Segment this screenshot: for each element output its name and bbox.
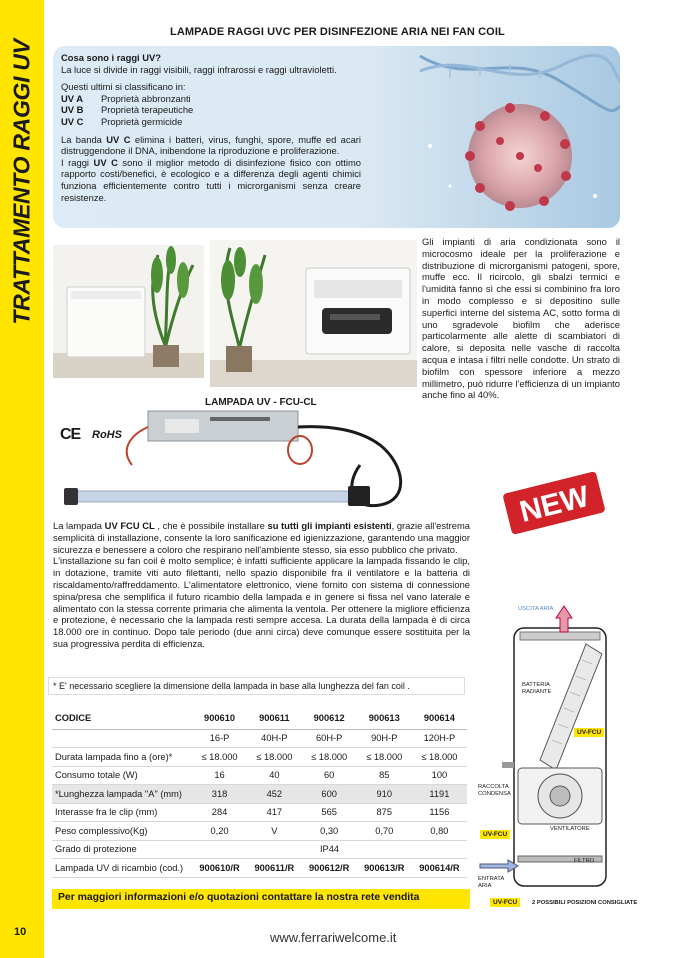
table-row bbox=[52, 729, 467, 748]
biofilm-text: Gli impianti di aria condizionata sono il microcosmo ideale per la proliferazione e distribuzione di microrganismi patogeni, spore, muffe ecc. Il ricircolo, gli sbalzi termici e l'umidità fanno sì che essi si combinino fra loro in modo complesso e si depositino sulle superfici interne del sistema AC, sotto forma di uno sgradevole biofilm che aderisce particolarmente alle alette di scambiatori di calore, si deposita nelle vasche di raccolta acqua e intasa i filtri nelle condotte. Un strato di biofilm con spessore inferiore a mezzo millimetro, può ridurre l'efficienza di un impianto anche fino al 40%. bbox=[422, 236, 620, 401]
installation-paragraph-2: L'installazione su fan coil è molto semplice; è infatti sufficiente applicare la lampada fissando le clip, in dotazione, tramite viti auto filettanti, nello spazio disponibile fra il ventilatore e la batteria di riscaldamento/raffreddamento. L'alimentatore elettronico, viene fornito con sistema di connessione spina/presa che semplifica il futuro ricambio della lampada e in genere si fissa nel vano laterale e alimentato con la stessa corrente primaria che alimenta la ventola. Per ottenere la migliore efficienza e protezione, è necessario che la lampada resti sempre accesa. La durata della lampada è di circa 18.000 ore in continuo. Dopo tale periodo (due anni circa) deve comunque essere sostituita per la sua progressiva perdita di efficienza. bbox=[53, 555, 470, 649]
table-cell: 875 bbox=[357, 803, 412, 822]
table-cell: 40H-P bbox=[247, 729, 302, 748]
uv-info-text bbox=[61, 52, 361, 203]
table-cell: 900614/R bbox=[412, 859, 467, 878]
table-cell: Lampada UV di ricambio (cod.) bbox=[52, 859, 192, 878]
table-cell: ≤ 18.000 bbox=[357, 748, 412, 767]
table-cell: 600 bbox=[302, 785, 357, 804]
installation-paragraph-1: La lampada UV FCU CL , che è possibile installare su tutti gli impianti esistenti, grazie all'estrema semplicità di installazione, consente la loro sanificazione ed igienizzazione, garantendo una maggior sicurezza e benessere a coloro che respirano nell'ambiente stesso, sia esso pubblico che privato. bbox=[53, 520, 471, 555]
uv-fcu-tag-legend: UV-FCU bbox=[490, 898, 520, 907]
uv-info-box bbox=[53, 46, 620, 228]
fan-coil-open-photo bbox=[210, 240, 417, 387]
table-cell: 565 bbox=[302, 803, 357, 822]
table-cell: 0,20 bbox=[192, 822, 247, 841]
page-title: LAMPADE RAGGI UVC PER DISINFEZIONE ARIA NEI FAN COIL bbox=[170, 26, 505, 38]
table-cell: 900612/R bbox=[302, 859, 357, 878]
sidebar-band bbox=[0, 0, 44, 958]
uv-line-2: Questi ultimi si classificano in: bbox=[61, 81, 186, 93]
uv-question: Cosa sono i raggi UV? bbox=[61, 52, 162, 63]
uv-a-row: UV A Proprietà abbronzanti bbox=[61, 92, 191, 104]
filtro-label: FILTRO bbox=[574, 858, 595, 864]
table-cell: 452 bbox=[247, 785, 302, 804]
spec-table bbox=[52, 707, 467, 878]
virus-dna-illustration bbox=[360, 46, 620, 228]
table-cell: 910 bbox=[357, 785, 412, 804]
table-cell: 100 bbox=[412, 766, 467, 785]
table-cell: 1191 bbox=[412, 785, 467, 804]
table-cell: *Lunghezza lampada "A" (mm) bbox=[52, 785, 192, 804]
table-cell: 284 bbox=[192, 803, 247, 822]
new-badge bbox=[498, 468, 610, 538]
table-row bbox=[52, 840, 467, 859]
table-cell: ≤ 18.000 bbox=[192, 748, 247, 767]
table-cell: 120H-P bbox=[412, 729, 467, 748]
ventilatore-label: VENTILATORE bbox=[550, 826, 590, 832]
uvc-paragraph-1: La banda UV C elimina i batteri, virus, funghi, spore, muffe ed acari distruggendone il DNA, inibendone la riproduzione e proliferazione. bbox=[61, 133, 362, 157]
table-row bbox=[52, 803, 467, 822]
positions-label: 2 POSSIBILI POSIZIONI CONSIGLIATE bbox=[532, 900, 638, 906]
table-cell: 16 bbox=[192, 766, 247, 785]
uv-lamp-illustration bbox=[60, 405, 460, 520]
table-cell: 900611/R bbox=[247, 859, 302, 878]
table-row bbox=[52, 785, 467, 804]
sidebar-title: TRATTAMENTO RAGGI UV bbox=[8, 39, 35, 325]
fan-coil-photo bbox=[53, 245, 204, 378]
uv-b-row: UV B Proprietà terapeutiche bbox=[61, 104, 194, 116]
table-cell: 900610 bbox=[192, 707, 247, 729]
ce-mark: CE bbox=[60, 426, 81, 443]
table-cell: 40 bbox=[247, 766, 302, 785]
page-number: 10 bbox=[14, 926, 27, 938]
entrata-label: ENTRATA ARIA bbox=[478, 876, 504, 889]
table-row bbox=[52, 766, 467, 785]
uscita-aria-label: USCITA ARIA bbox=[518, 606, 554, 612]
table-cell: Peso complessivo(Kg) bbox=[52, 822, 192, 841]
table-cell: Consumo totale (W) bbox=[52, 766, 192, 785]
table-cell: 900611 bbox=[247, 707, 302, 729]
new-badge-label: NEW bbox=[516, 479, 593, 529]
table-cell: 417 bbox=[247, 803, 302, 822]
table-cell: Grado di protezione bbox=[52, 840, 192, 859]
uv-fcu-tag-top: UV-FCU bbox=[574, 728, 604, 737]
table-cell: ≤ 18.000 bbox=[412, 748, 467, 767]
table-cell: 16-P bbox=[192, 729, 247, 748]
table-cell: ≤ 18.000 bbox=[302, 748, 357, 767]
table-cell: 318 bbox=[192, 785, 247, 804]
table-cell: 90H-P bbox=[357, 729, 412, 748]
table-cell: 900613/R bbox=[357, 859, 412, 878]
table-cell: Interasse fra le clip (mm) bbox=[52, 803, 192, 822]
table-cell: 0,30 bbox=[302, 822, 357, 841]
footer-url[interactable]: www.ferrariwelcome.it bbox=[270, 930, 397, 945]
table-cell: 0,80 bbox=[412, 822, 467, 841]
table-cell: CODICE bbox=[52, 707, 192, 729]
table-cell: 900614 bbox=[412, 707, 467, 729]
table-cell: 900612 bbox=[302, 707, 357, 729]
table-row bbox=[52, 822, 467, 841]
table-cell: 0,70 bbox=[357, 822, 412, 841]
table-cell: 900613 bbox=[357, 707, 412, 729]
table-row bbox=[52, 748, 467, 767]
table-cell: 60 bbox=[302, 766, 357, 785]
table-cell bbox=[52, 729, 192, 748]
lamp-label: LAMPADA UV - FCU-CL bbox=[205, 397, 317, 408]
rohs-mark: RoHS bbox=[92, 429, 122, 441]
table-header-row bbox=[52, 707, 467, 729]
table-cell: 900610/R bbox=[192, 859, 247, 878]
fan-coil-diagram bbox=[474, 602, 644, 914]
table-cell: Durata lampada fino a (ore)* bbox=[52, 748, 192, 767]
table-cell: IP44 bbox=[192, 840, 467, 859]
contact-banner: Per maggiori informazioni e/o quotazioni contattare la nostra rete vendita bbox=[52, 889, 470, 909]
size-note: * E' necessario scegliere la dimensione della lampada in base alla lunghezza del fan coil . bbox=[48, 677, 465, 695]
table-cell: 60H-P bbox=[302, 729, 357, 748]
uv-c-row: UV C Proprietà germicide bbox=[61, 115, 183, 127]
table-cell: ≤ 18.000 bbox=[247, 748, 302, 767]
table-cell: 1156 bbox=[412, 803, 467, 822]
uv-fcu-tag-mid: UV-FCU bbox=[480, 830, 510, 839]
installation-text bbox=[53, 520, 470, 650]
table-row bbox=[52, 859, 467, 878]
table-cell: V bbox=[247, 822, 302, 841]
uv-line-1: La luce si divide in raggi visibili, raggi infrarossi e raggi ultravioletti. bbox=[61, 63, 337, 75]
uvc-paragraph-2: I raggi UV C sono il miglior metodo di disinfezione fisico con ottimo rapporto costi/benefici, è ecologico e a differenza degli agenti chimici funziona efficientemente contro tutti i microrganismi senza creare resistenze. bbox=[61, 156, 361, 203]
raccolta-label: RACCOLTA CONDENSA bbox=[478, 784, 511, 797]
table-cell: 85 bbox=[357, 766, 412, 785]
fan-coil-section bbox=[474, 602, 644, 914]
batteria-label: BATTERIA RADIANTE bbox=[522, 682, 552, 695]
